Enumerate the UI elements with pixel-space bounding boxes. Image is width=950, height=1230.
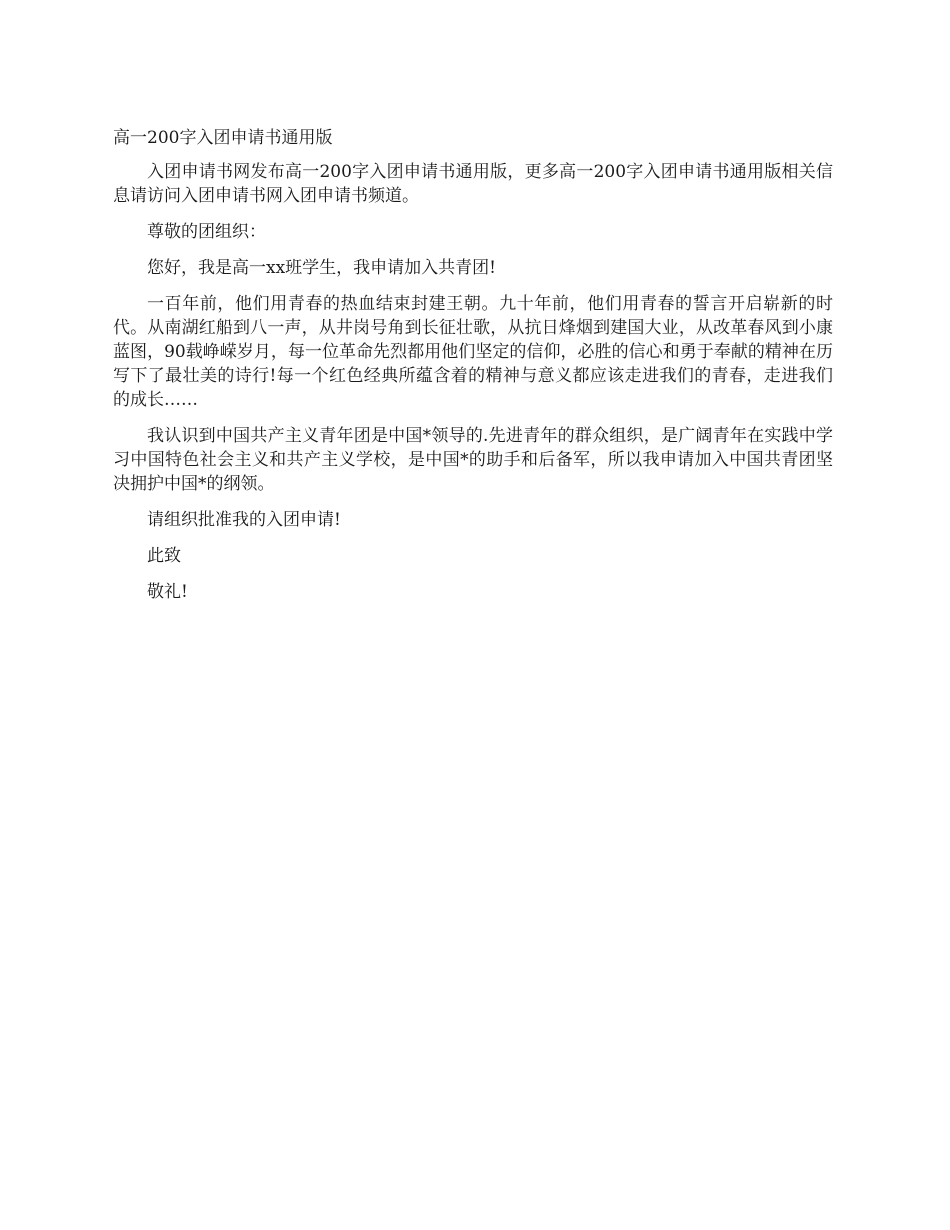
document-title: 高一200字入团申请书通用版 xyxy=(113,128,333,148)
closing-line: 此致 xyxy=(147,546,181,566)
understanding-paragraph: 我认识到中国共产主义青年团是中国*领导的.先进青年的群众组织，是广阔青年在实践中学习中国特色社会主义和共产主义学校，是中国*的助手和后备军，所以我申请加入中国共青团坚决拥护中国*的纲领。 xyxy=(113,426,833,494)
request-paragraph: 请组织批准我的入团申请! xyxy=(147,510,341,530)
document-body xyxy=(113,126,833,616)
regards-line: 敬礼! xyxy=(147,582,188,602)
salutation: 尊敬的团组织： xyxy=(147,222,266,242)
intro-paragraph: 入团申请书网发布高一200字入团申请书通用版，更多高一200字入团申请书通用版相关信息请访问入团申请书网入团申请书频道。 xyxy=(113,162,833,206)
greeting-paragraph: 您好，我是高一xx班学生，我申请加入共青团! xyxy=(147,258,497,278)
history-paragraph: 一百年前，他们用青春的热血结束封建王朝。九十年前，他们用青春的誓言开启崭新的时代。从南湖红船到八一声，从井岗号角到长征壮歌，从抗日烽烟到建国大业，从改革春风到小康蓝图，90载峥嵘岁月，每一位革命先烈都用他们坚定的信仰，必胜的信心和勇于奉献的精神在历写下了最壮美的诗行!每一个红色经典所蕴含着的精神与意义都应该走进我们的青春，走进我们的成长…… xyxy=(113,294,833,410)
